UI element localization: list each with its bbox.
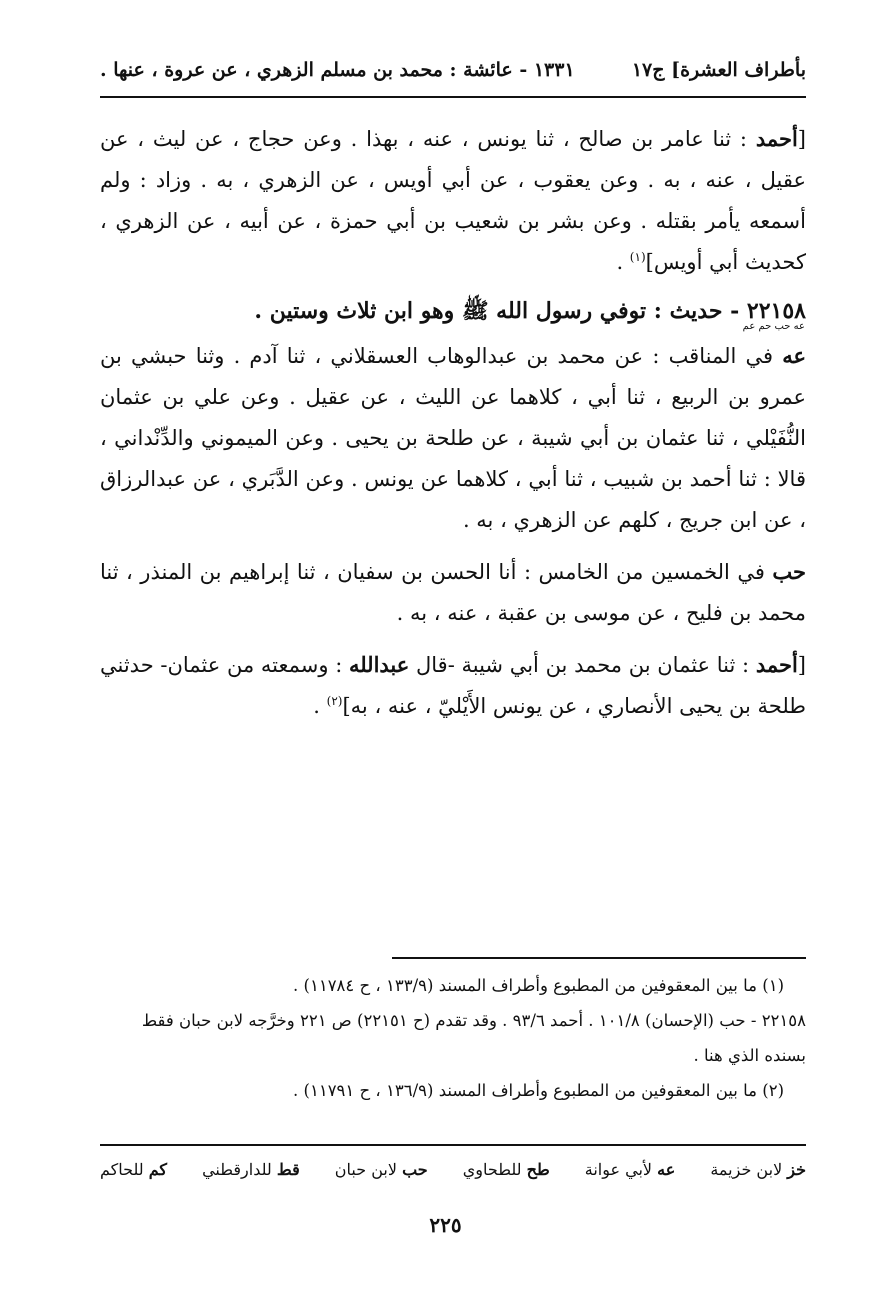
legend-desc: لابن حبان: [334, 1160, 397, 1179]
legend-code: خز: [787, 1160, 806, 1179]
legend-desc: للطحاوي: [462, 1160, 522, 1179]
legend-divider: [100, 1144, 806, 1146]
legend-item: [100, 1155, 167, 1185]
header-section-title: ١٣٣١ - عائشة : محمد بن مسلم الزهري ، عن عروة ، عنها .: [100, 59, 575, 81]
legend-code: كم: [148, 1160, 168, 1179]
source-lead-ibn-hibban: حب: [772, 559, 806, 584]
legend-code: قط: [276, 1160, 300, 1179]
paragraph-end: .: [616, 250, 630, 274]
legend-desc: للدارقطني: [202, 1160, 272, 1179]
footnote-divider: [392, 957, 806, 959]
narrator-name: عبدالله: [348, 652, 410, 677]
source-lead-abu-awana: عه: [782, 343, 806, 368]
legend-desc: لأبي عوانة: [584, 1160, 653, 1179]
source-lead-ahmad: أحمد: [755, 126, 798, 151]
legend-item: [463, 1155, 550, 1185]
paragraph-abu-awana: [100, 335, 806, 541]
legend-item: [202, 1155, 300, 1185]
footnote-ref-2: (٢): [326, 694, 343, 708]
running-header: [100, 52, 806, 88]
header-book-title: بأطراف العشرة] ج١٧: [631, 59, 806, 81]
footnote-1: (١) ما بين المعقوفين من المطبوع وأطراف المسند (١٣٣/٩ ، ح ١١٧٨٤) .: [293, 976, 784, 995]
legend-item: [335, 1155, 428, 1185]
source-lead-ahmad: أحمد: [755, 652, 798, 677]
hadith-sigla: عه حب حم عم: [742, 321, 805, 332]
main-text: [100, 118, 806, 737]
legend-item: [585, 1155, 676, 1185]
paragraph-text: : ثنا عثمان بن محمد بن أبي شيبة -قال: [409, 653, 756, 677]
paragraph-text: : ثنا عامر بن صالح ، ثنا يونس ، عنه ، بهذا . وعن حجاج ، عن ليث ، عن عقيل ، عنه ، به . وعن يعقوب ، عن أبي أويس ، عن الزهري ، به . وزاد : ولم أسمعه يأمر بقتله . وعن بشر بن شعيب بن أبي حمزة ، عن أبيه ، عن الزهري ، كحديث أبي أويس]: [100, 127, 806, 274]
paragraph-ibn-hibban: [100, 551, 806, 634]
footnote-2: (٢) ما بين المعقوفين من المطبوع وأطراف المسند (١٣٦/٩ ، ح ١١٧٩١) .: [293, 1081, 784, 1100]
legend-code: حب: [402, 1160, 428, 1179]
paragraph-end: .: [313, 694, 327, 718]
legend-item: [710, 1155, 806, 1185]
paragraph-text: في المناقب : عن محمد بن عبدالوهاب العسقلاني ، ثنا آدم . وثنا حبشي بن عمرو بن الربيع ، ثنا أبي ، كلاهما عن الليث ، عن عقيل . وعن علي بن عثمان النُّفَيْلي ، ثنا عثمان بن أبي شيبة ، عن طلحة بن يحيى . وعن الميموني والدِّنْداني ، قالا : ثنا أحمد بن شبيب ، ثنا أبي ، كلاهما عن يونس . وعن الدَّبَري ، عن عبدالرزاق ، عن ابن جريج ، كلهم عن الزهري ، به .: [100, 344, 806, 532]
hadith-title: - حديث : توفي رسول الله ﷺ وهو ابن ثلاث وستين .: [254, 298, 747, 324]
page-number: ٢٢٥: [429, 1213, 462, 1237]
paragraph-ahmad-1: [100, 118, 806, 283]
legend-code: عه: [657, 1160, 676, 1179]
legend-desc: للحاكم: [100, 1160, 144, 1179]
hadith-number: ٢٢١٥٨: [746, 298, 806, 324]
footnotes: [100, 968, 806, 1108]
abbreviation-legend: [100, 1155, 806, 1185]
legend-desc: لابن خزيمة: [710, 1160, 783, 1179]
open-bracket: [: [797, 127, 806, 151]
paragraph-text: : وسمعته من عثمان- حدثني طلحة بن يحيى الأنصاري ، عن يونس الأَيْليّ ، عنه ، به]: [100, 653, 806, 718]
header-divider: [100, 96, 806, 98]
footnote-takhrij: ٢٢١٥٨ - حب (الإحسان) ١٠١/٨ . أحمد ٩٣/٦ . وقد تقدم (ح ٢٢١٥١) ص ٢٢١ وخرَّجه لابن حبان فقط بسنده الذي هنا .: [141, 1011, 806, 1065]
paragraph-text: في الخمسين من الخامس : أنا الحسن بن سفيان ، ثنا إبراهيم بن المنذر ، ثنا محمد بن فليح ، عن موسى بن عقبة ، عنه ، به .: [100, 560, 806, 625]
open-bracket: [: [797, 653, 806, 677]
footnote-ref-1: (١): [629, 250, 646, 264]
paragraph-ahmad-2: [100, 644, 806, 727]
legend-code: طح: [526, 1160, 550, 1179]
